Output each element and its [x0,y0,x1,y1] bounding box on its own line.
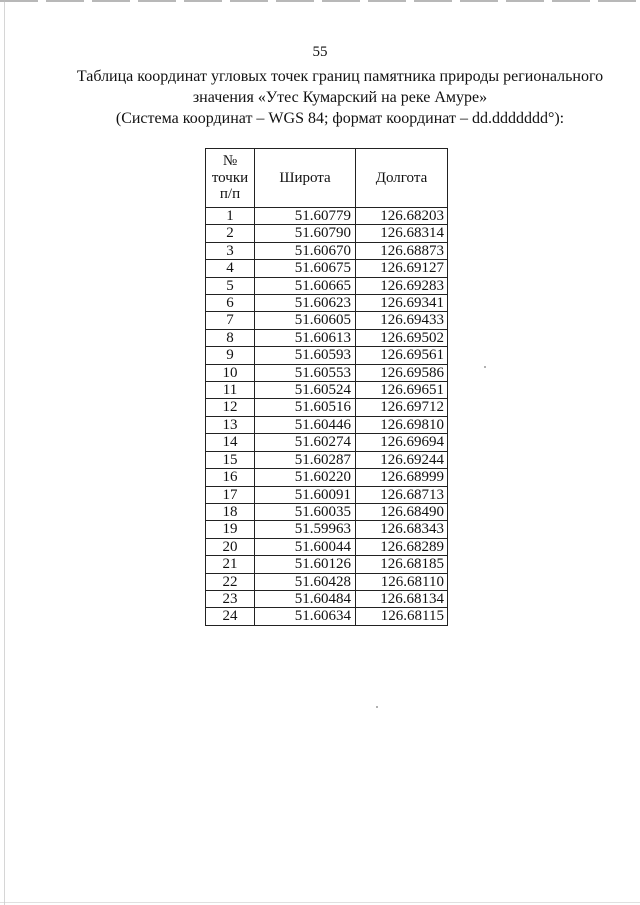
latitude-cell: 51.60524 [255,382,356,399]
longitude-cell: 126.69651 [356,382,448,399]
longitude-cell: 126.68289 [356,538,448,555]
latitude-cell: 51.60446 [255,416,356,433]
table-row [206,503,448,520]
longitude-cell: 126.69433 [356,312,448,329]
header-num-line-1: № [222,153,238,170]
longitude-cell: 126.69341 [356,295,448,312]
longitude-cell: 126.69561 [356,347,448,364]
point-number-cell: 1 [206,208,255,225]
table-row [206,469,448,486]
table-row [206,521,448,538]
table-row [206,608,448,625]
latitude-cell: 51.60634 [255,608,356,625]
longitude-cell: 126.68134 [356,590,448,607]
table-row [206,329,448,346]
longitude-cell: 126.69244 [356,451,448,468]
point-number-cell: 24 [206,608,255,625]
title-line-3: (Система координат – WGS 84; формат координат – dd.ddddddd°): [115,110,565,127]
table-row [206,347,448,364]
point-number-cell: 21 [206,556,255,573]
longitude-cell: 126.68185 [356,556,448,573]
latitude-cell: 51.59963 [255,521,356,538]
title-line-1: Таблица координат угловых точек границ памятника природы регионального [76,68,604,85]
title-line-2: значения «Утес Кумарский на реке Амуре» [192,89,488,106]
table-row [206,399,448,416]
point-number-cell: 16 [206,469,255,486]
header-point-number [206,149,255,208]
header-longitude: Долгота [356,149,448,208]
longitude-cell: 126.69810 [356,416,448,433]
latitude-cell: 51.60593 [255,347,356,364]
point-number-cell: 7 [206,312,255,329]
longitude-cell: 126.69694 [356,434,448,451]
point-number-cell: 17 [206,486,255,503]
latitude-cell: 51.60605 [255,312,356,329]
point-number-cell: 10 [206,364,255,381]
point-number-cell: 22 [206,573,255,590]
longitude-cell: 126.69712 [356,399,448,416]
table-row [206,416,448,433]
point-number-cell: 12 [206,399,255,416]
longitude-cell: 126.69127 [356,260,448,277]
table-row [206,364,448,381]
latitude-cell: 51.60670 [255,242,356,259]
point-number-cell: 23 [206,590,255,607]
latitude-cell: 51.60623 [255,295,356,312]
point-number-cell: 9 [206,347,255,364]
longitude-cell: 126.68343 [356,521,448,538]
longitude-cell: 126.68490 [356,503,448,520]
table-body [206,208,448,626]
point-number-cell: 5 [206,277,255,294]
longitude-cell: 126.69502 [356,329,448,346]
document-title [60,66,620,129]
point-number-cell: 15 [206,451,255,468]
table-row [206,434,448,451]
table-row [206,382,448,399]
scan-edge-bottom [0,902,640,903]
point-number-cell: 18 [206,503,255,520]
table-row [206,312,448,329]
table-row [206,590,448,607]
table-row [206,277,448,294]
table-row [206,573,448,590]
latitude-cell: 51.60484 [255,590,356,607]
latitude-cell: 51.60428 [255,573,356,590]
longitude-cell: 126.68873 [356,242,448,259]
point-number-cell: 2 [206,225,255,242]
table-row [206,486,448,503]
latitude-cell: 51.60126 [255,556,356,573]
longitude-cell: 126.68713 [356,486,448,503]
table-row [206,242,448,259]
table-row [206,208,448,225]
latitude-cell: 51.60044 [255,538,356,555]
latitude-cell: 51.60274 [255,434,356,451]
longitude-cell: 126.68314 [356,225,448,242]
latitude-cell: 51.60790 [255,225,356,242]
table-row [206,538,448,555]
latitude-cell: 51.60516 [255,399,356,416]
point-number-cell: 14 [206,434,255,451]
longitude-cell: 126.69586 [356,364,448,381]
page-number: 55 [312,44,328,60]
latitude-cell: 51.60091 [255,486,356,503]
table-row [206,295,448,312]
header-latitude: Широта [255,149,356,208]
longitude-cell: 126.68115 [356,608,448,625]
coordinates-table [205,148,448,626]
latitude-cell: 51.60220 [255,469,356,486]
point-number-cell: 6 [206,295,255,312]
latitude-cell: 51.60287 [255,451,356,468]
longitude-cell: 126.68203 [356,208,448,225]
point-number-cell: 20 [206,538,255,555]
latitude-cell: 51.60553 [255,364,356,381]
point-number-cell: 19 [206,521,255,538]
table-row [206,556,448,573]
point-number-cell: 3 [206,242,255,259]
latitude-cell: 51.60035 [255,503,356,520]
scan-speck [484,366,486,368]
table-row [206,451,448,468]
table-header-row [206,149,448,208]
longitude-cell: 126.68999 [356,469,448,486]
scan-edge-top [0,0,640,2]
table-row [206,260,448,277]
scan-edge-left [4,0,5,905]
header-num-line-3: п/п [219,186,241,203]
latitude-cell: 51.60613 [255,329,356,346]
point-number-cell: 13 [206,416,255,433]
point-number-cell: 8 [206,329,255,346]
point-number-cell: 4 [206,260,255,277]
latitude-cell: 51.60779 [255,208,356,225]
latitude-cell: 51.60675 [255,260,356,277]
point-number-cell: 11 [206,382,255,399]
latitude-cell: 51.60665 [255,277,356,294]
longitude-cell: 126.68110 [356,573,448,590]
scan-speck [376,706,378,708]
header-num-line-2: точки [211,169,249,186]
table-row [206,225,448,242]
longitude-cell: 126.69283 [356,277,448,294]
